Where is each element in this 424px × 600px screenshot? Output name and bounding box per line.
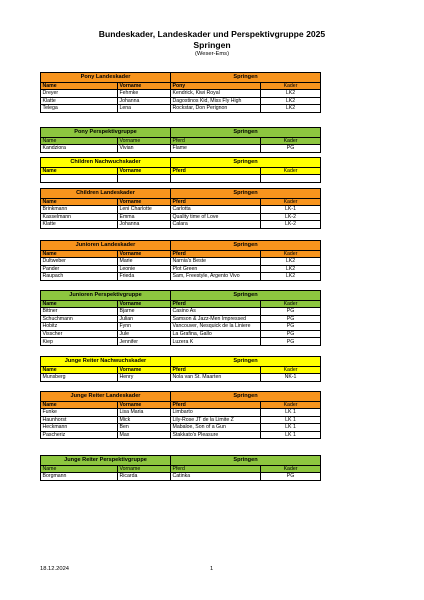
- column-header: Name: [41, 167, 118, 175]
- rider-name: Dreyer: [41, 90, 118, 98]
- rider-name: Kasselmann: [41, 213, 118, 221]
- column-header: Kader: [261, 167, 321, 175]
- group-name: Junioren Landeskader: [41, 241, 171, 251]
- rider-name: Bittner: [41, 308, 118, 316]
- document-title: Bundeskader, Landeskader und Perspektivgruppe 2025: [98, 29, 326, 39]
- column-header: Vorname: [118, 465, 171, 473]
- rider-name: Dultweber: [41, 258, 118, 266]
- kader-level: LK 1: [261, 409, 321, 417]
- rider-firstname: Lisa Maria: [118, 409, 171, 417]
- group-table: [40, 127, 321, 153]
- region-label: (Weser-Ems): [194, 51, 230, 57]
- column-header: Name: [41, 366, 118, 374]
- group-table: [40, 290, 321, 346]
- rider-firstname: Johanna: [118, 221, 171, 229]
- rider-name: Brinkmann: [41, 206, 118, 214]
- group-discipline: Springen: [171, 128, 321, 138]
- table-row: [41, 473, 321, 481]
- table-row: [41, 416, 321, 424]
- rider-name: Kandziora: [41, 145, 118, 153]
- kader-level: PG: [261, 315, 321, 323]
- column-header: Kader: [261, 250, 321, 258]
- horse-name: Sam, Freestyle, Argento Vivo: [171, 273, 261, 281]
- kader-level: LK2: [261, 273, 321, 281]
- group-discipline: Springen: [171, 392, 321, 402]
- horse-name: Luzera K: [171, 338, 261, 346]
- horse-name: Kendrick, Kiwi Royal: [171, 90, 261, 98]
- column-header: Vorname: [118, 250, 171, 258]
- group-table: [40, 72, 321, 113]
- rider-firstname: Ricarda: [118, 473, 171, 481]
- column-header: Kader: [261, 401, 321, 409]
- table-row: [41, 265, 321, 273]
- rider-firstname: Lena: [118, 105, 171, 113]
- horse-name: Narnia's Beste: [171, 258, 261, 266]
- group-table: [40, 157, 321, 183]
- column-header: Pferd: [171, 167, 261, 175]
- kader-level: LK 1: [261, 431, 321, 439]
- table-row: [41, 273, 321, 281]
- horse-name: Calara: [171, 221, 261, 229]
- table-row: [41, 213, 321, 221]
- group-table: [40, 356, 321, 382]
- kader-level: LK-1: [261, 206, 321, 214]
- rider-name: Borgmann: [41, 473, 118, 481]
- group-table: [40, 188, 321, 229]
- table-row: [41, 175, 321, 183]
- kader-level: LK2: [261, 258, 321, 266]
- group-discipline: Springen: [171, 158, 321, 168]
- rider-name: [41, 175, 118, 183]
- kader-level: LK-2: [261, 213, 321, 221]
- rider-name: Kiep: [41, 338, 118, 346]
- kader-level: LK2: [261, 265, 321, 273]
- rider-firstname: Mick: [118, 416, 171, 424]
- column-header: Kader: [261, 300, 321, 308]
- horse-name: Quality time of Love: [171, 213, 261, 221]
- table-row: [41, 431, 321, 439]
- group-discipline: Springen: [171, 241, 321, 251]
- column-header: Vorname: [118, 167, 171, 175]
- table-row: [41, 338, 321, 346]
- group-discipline: Springen: [171, 189, 321, 199]
- rider-firstname: Emma: [118, 213, 171, 221]
- group-name: Children Nachwuchskader: [41, 158, 171, 168]
- rider-firstname: Jule: [118, 330, 171, 338]
- horse-name: Casino As: [171, 308, 261, 316]
- group-table: [40, 455, 321, 481]
- kader-level: PG: [261, 473, 321, 481]
- rider-firstname: Ben: [118, 424, 171, 432]
- rider-firstname: Julian: [118, 315, 171, 323]
- rider-name: Funke: [41, 409, 118, 417]
- rider-firstname: Frieda: [118, 273, 171, 281]
- rider-firstname: Johanna: [118, 97, 171, 105]
- horse-name: Plot Green: [171, 265, 261, 273]
- rider-name: Hobitz: [41, 323, 118, 331]
- rider-firstname: Leni Charlotte: [118, 206, 171, 214]
- column-header: Name: [41, 300, 118, 308]
- column-header: Kader: [261, 465, 321, 473]
- rider-firstname: Jennifer: [118, 338, 171, 346]
- kader-level: PG: [261, 145, 321, 153]
- table-row: [41, 145, 321, 153]
- rider-name: Pander: [41, 265, 118, 273]
- rider-firstname: Max: [118, 431, 171, 439]
- table-row: [41, 330, 321, 338]
- group-name: Junge Reiter Nachwuchskader: [41, 357, 171, 367]
- rider-firstname: Marie: [118, 258, 171, 266]
- column-header: Pferd: [171, 198, 261, 206]
- group-name: Junge Reiter Landeskader: [41, 392, 171, 402]
- column-header: Kader: [261, 82, 321, 90]
- rider-firstname: Fehmke: [118, 90, 171, 98]
- kader-level: NK-1: [261, 374, 321, 382]
- table-row: [41, 424, 321, 432]
- kader-level: PG: [261, 323, 321, 331]
- group-name: Pony Landeskader: [41, 73, 171, 83]
- horse-name: [171, 175, 261, 183]
- column-header: Pony: [171, 82, 261, 90]
- column-header: Kader: [261, 366, 321, 374]
- column-header: Vorname: [118, 366, 171, 374]
- column-header: Pferd: [171, 366, 261, 374]
- footer-date: 18.12.2024: [40, 566, 70, 572]
- column-header: Kader: [261, 137, 321, 145]
- horse-name: Dagostinos Kid, Miss Fly High: [171, 97, 261, 105]
- column-header: Vorname: [118, 137, 171, 145]
- kader-level: LK2: [261, 97, 321, 105]
- column-header: Name: [41, 137, 118, 145]
- table-row: [41, 221, 321, 229]
- rider-name: Munsberg: [41, 374, 118, 382]
- column-header: Pferd: [171, 300, 261, 308]
- kader-level: PG: [261, 330, 321, 338]
- rider-name: Klatte: [41, 97, 118, 105]
- table-row: [41, 105, 321, 113]
- column-header: Vorname: [118, 300, 171, 308]
- rider-name: Visscher: [41, 330, 118, 338]
- horse-name: Flame: [171, 145, 261, 153]
- horse-name: Limbarto: [171, 409, 261, 417]
- table-row: [41, 97, 321, 105]
- column-header: Pferd: [171, 401, 261, 409]
- rider-firstname: Bjarne: [118, 308, 171, 316]
- column-header: Vorname: [118, 82, 171, 90]
- group-discipline: Springen: [171, 73, 321, 83]
- table-row: [41, 258, 321, 266]
- rider-name: Klatte: [41, 221, 118, 229]
- rider-firstname: Henry: [118, 374, 171, 382]
- rider-firstname: Fynn: [118, 323, 171, 331]
- horse-name: Carlotta: [171, 206, 261, 214]
- table-row: [41, 206, 321, 214]
- column-header: Pferd: [171, 137, 261, 145]
- rider-firstname: Leonie: [118, 265, 171, 273]
- group-table: [40, 240, 321, 281]
- page-number: 1: [210, 566, 214, 572]
- column-header: Name: [41, 198, 118, 206]
- horse-name: Vancouver, Nesquick de la Liniere: [171, 323, 261, 331]
- horse-name: Rockstar, Don Perignon: [171, 105, 261, 113]
- table-row: [41, 90, 321, 98]
- horse-name: Catinka: [171, 473, 261, 481]
- kader-level: PG: [261, 338, 321, 346]
- column-header: Pferd: [171, 465, 261, 473]
- kader-level: LK2: [261, 105, 321, 113]
- column-header: Name: [41, 465, 118, 473]
- table-row: [41, 409, 321, 417]
- kader-level: LK 1: [261, 416, 321, 424]
- group-discipline: Springen: [171, 291, 321, 301]
- table-row: [41, 323, 321, 331]
- horse-name: Stakkato's Pleasure: [171, 431, 261, 439]
- kader-level: LK2: [261, 90, 321, 98]
- group-name: Junge Reiter Perspektivgruppe: [41, 456, 171, 466]
- group-discipline: Springen: [171, 357, 321, 367]
- column-header: Name: [41, 82, 118, 90]
- horse-name: Mabaloe, Son of a Gun: [171, 424, 261, 432]
- rider-name: Heckmann: [41, 424, 118, 432]
- rider-firstname: [118, 175, 171, 183]
- column-header: Name: [41, 250, 118, 258]
- rider-name: Telega: [41, 105, 118, 113]
- group-name: Pony Perspektivgruppe: [41, 128, 171, 138]
- group-name: Junioren Perspektivgruppe: [41, 291, 171, 301]
- kader-level: LK-2: [261, 221, 321, 229]
- rider-name: Raupach: [41, 273, 118, 281]
- group-table: [40, 391, 321, 439]
- horse-name: Lily-Rose JT de la Limite Z: [171, 416, 261, 424]
- horse-name: Nola van St. Maarten: [171, 374, 261, 382]
- horse-name: La Grafina, Gallo: [171, 330, 261, 338]
- column-header: Pferd: [171, 250, 261, 258]
- kader-level: [261, 175, 321, 183]
- rider-firstname: Vivian: [118, 145, 171, 153]
- group-name: Children Landeskader: [41, 189, 171, 199]
- rider-name: Schuchmann: [41, 315, 118, 323]
- horse-name: Samson & Jazz-Men Impressed: [171, 315, 261, 323]
- document-subtitle: Springen: [193, 40, 231, 50]
- kader-level: LK 1: [261, 424, 321, 432]
- column-header: Name: [41, 401, 118, 409]
- column-header: Vorname: [118, 401, 171, 409]
- group-discipline: Springen: [171, 456, 321, 466]
- column-header: Kader: [261, 198, 321, 206]
- rider-name: Pascheriz: [41, 431, 118, 439]
- table-row: [41, 308, 321, 316]
- kader-level: PG: [261, 308, 321, 316]
- table-row: [41, 315, 321, 323]
- column-header: Vorname: [118, 198, 171, 206]
- table-row: [41, 374, 321, 382]
- rider-name: Haunhorst: [41, 416, 118, 424]
